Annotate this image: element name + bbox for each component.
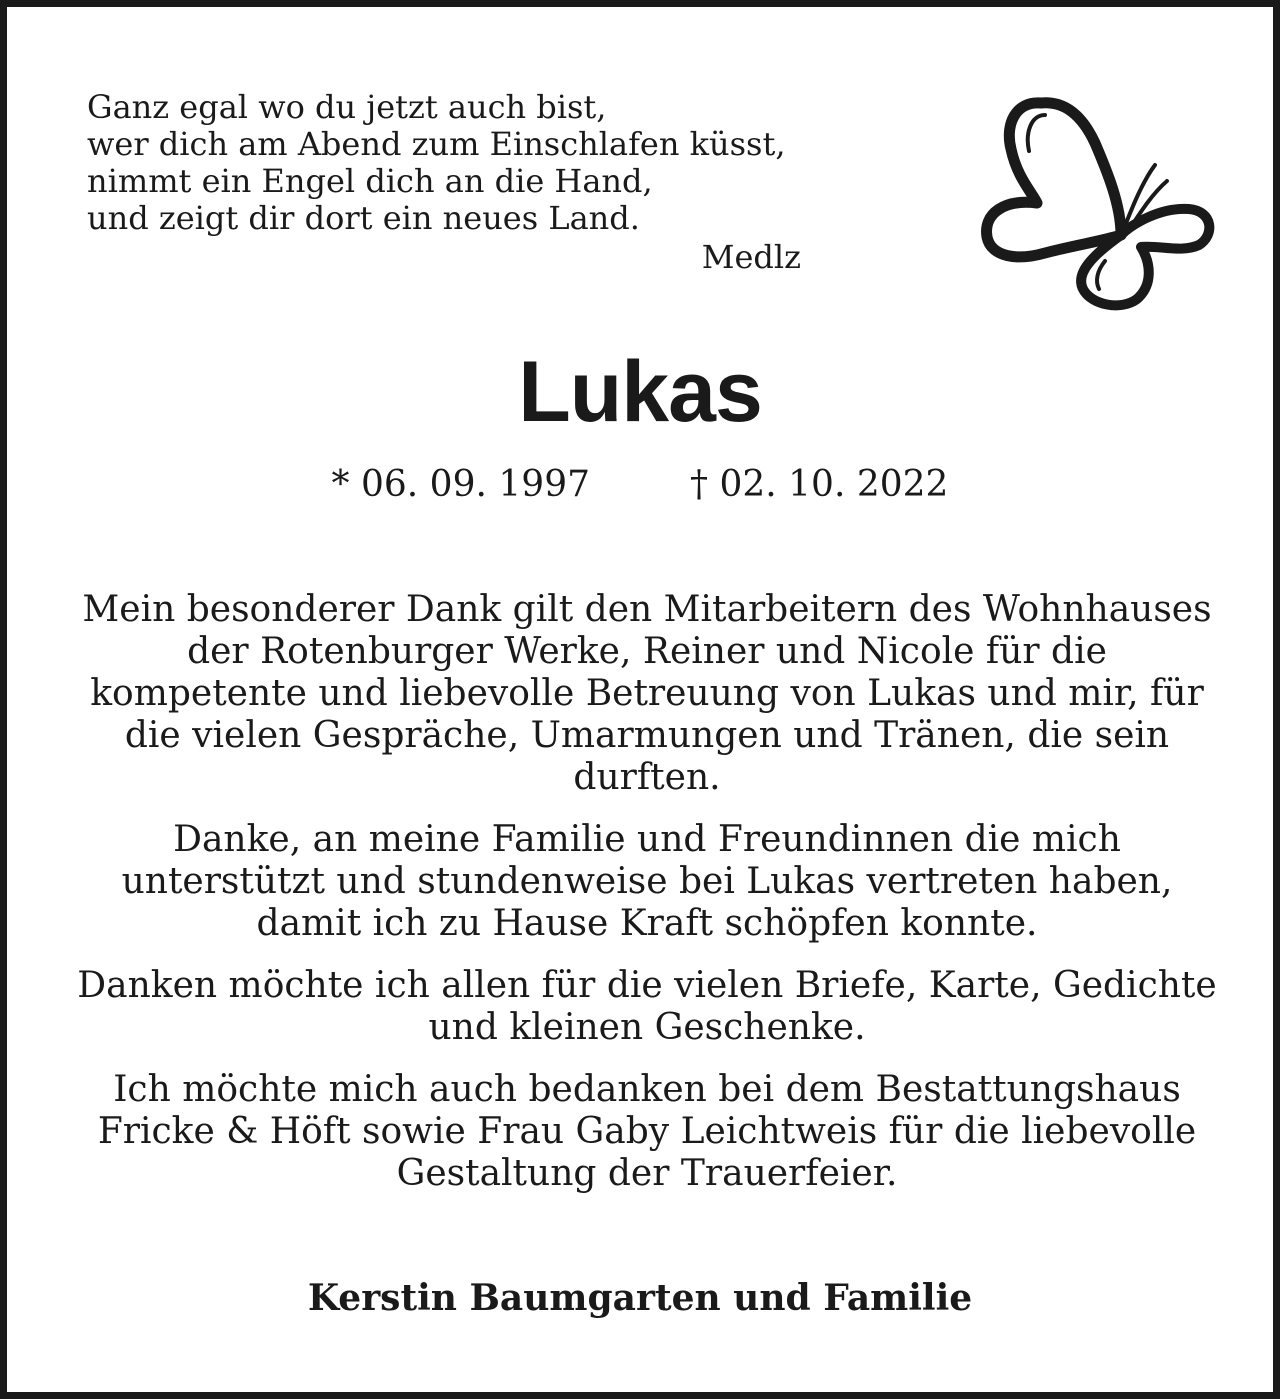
- message-paragraph: Danken möchte ich allen für die vielen Briefe, Karte, Gedichte und kleinen Geschenke.: [77, 965, 1217, 1048]
- death-date: † 02. 10. 2022: [690, 464, 949, 505]
- poem-author: Medlz: [701, 238, 801, 276]
- poem-line: wer dich am Abend zum Einschlafen küsst,: [87, 125, 786, 163]
- life-dates: [7, 462, 1273, 508]
- thank-you-message: [77, 589, 1217, 1215]
- poem-line: und zeigt dir dort ein neues Land.: [87, 199, 640, 237]
- signature: Kerstin Baumgarten und Familie: [307, 1277, 973, 1319]
- message-paragraph: Ich möchte mich auch bedanken bei dem Bestattungshaus Fricke & Höft sowie Frau Gaby Leichtweis für die liebevolle Gestaltung der Trauerfeier.: [97, 1069, 1197, 1194]
- poem-block: [87, 89, 847, 276]
- poem-line: Ganz egal wo du jetzt auch bist,: [87, 88, 607, 126]
- butterfly-icon: [975, 85, 1223, 317]
- deceased-name: Lukas: [518, 344, 762, 440]
- message-paragraph: Mein besonderer Dank gilt den Mitarbeitern des Wohnhauses der Rotenburger Werke, Reiner und Nicole für die kompetente und liebevolle Betreuung von Lukas und mir, für die vielen Gespräche, Umarmungen und Tränen, die sein durften.: [82, 589, 1212, 798]
- message-paragraph: Danke, an meine Familie und Freundinnen die mich unterstützt und stundenweise bei Lukas vertreten haben, damit ich zu Hause Kraft schöpfen konnte.: [121, 819, 1173, 944]
- poem-line: nimmt ein Engel dich an die Hand,: [87, 162, 653, 200]
- birth-date: * 06. 09. 1997: [331, 464, 590, 505]
